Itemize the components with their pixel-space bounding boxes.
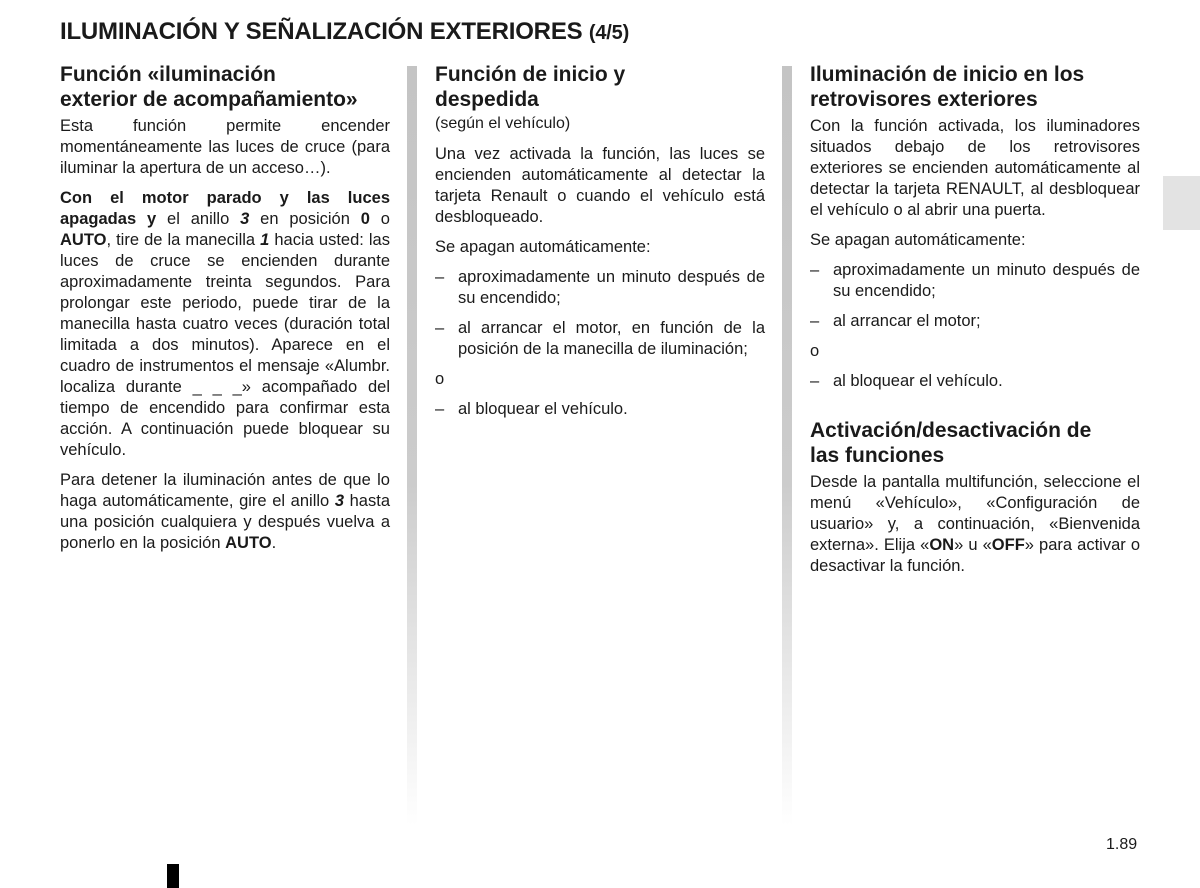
heading-line: Función «iluminación	[60, 63, 276, 86]
heading-line: Activación/desactivación de	[810, 419, 1092, 442]
conjunction: o	[435, 370, 445, 388]
text: el anillo	[156, 210, 241, 228]
dash-marker: –	[435, 319, 445, 337]
heading-line: Iluminación de inicio en los	[810, 63, 1085, 86]
dash-marker: –	[435, 268, 445, 286]
list-item-text: al arrancar el motor, en función de la posición de la manecilla de iluminación;	[458, 319, 765, 358]
list-item-text: aproximadamente un minuto después de su encendido;	[458, 268, 765, 307]
column-exterior-escort-lighting	[60, 62, 390, 563]
list-item	[810, 311, 1140, 332]
bullet-list	[435, 267, 765, 360]
section-subtitle: (según el vehículo)	[435, 115, 571, 132]
heading-line: retrovisores exteriores	[810, 88, 1038, 111]
list-item-text: al bloquear el vehículo.	[458, 400, 628, 418]
off-option: OFF	[991, 536, 1025, 554]
list-item-text: aproximadamente un minuto después de su encendido;	[833, 261, 1140, 300]
column-divider	[407, 66, 417, 826]
text: en posición	[249, 210, 361, 228]
section-heading	[60, 62, 390, 112]
ring-reference: 3	[334, 492, 345, 510]
text: hasta una posición cualquiera y después vuelva a ponerlo en la posición	[60, 492, 390, 552]
text: » u «	[954, 536, 992, 554]
auto-reference: AUTO	[225, 534, 272, 552]
heading-line: Función de inicio y	[435, 63, 626, 86]
text: o	[369, 210, 390, 228]
dash-marker: –	[435, 400, 445, 418]
paragraph: Se apagan automáticamente:	[435, 238, 651, 256]
list-item	[810, 371, 1140, 392]
conjunction: o	[810, 342, 820, 360]
list-item	[435, 318, 765, 360]
paragraph: Se apagan automáticamente:	[810, 231, 1026, 249]
paragraph	[60, 188, 390, 461]
auto-reference: AUTO	[60, 231, 107, 249]
section-heading	[435, 62, 765, 112]
page-number: 1.89	[1106, 836, 1138, 853]
bullet-list	[435, 399, 765, 420]
position-reference: 0	[360, 210, 370, 228]
ring-reference: 3	[240, 210, 250, 228]
paragraph	[60, 470, 390, 554]
dash-marker: –	[810, 261, 820, 279]
text: » para activar o desactivar la función.	[810, 536, 1141, 575]
on-option: ON	[929, 536, 955, 554]
bullet-list	[810, 371, 1140, 392]
list-item-text: al bloquear el vehículo.	[833, 372, 1003, 390]
text: .	[271, 534, 277, 552]
list-item-text: al arrancar el motor;	[833, 312, 981, 330]
column-welcome-goodbye	[435, 62, 765, 429]
crop-mark	[167, 864, 179, 888]
paragraph	[810, 472, 1140, 577]
paragraph: Esta función permite encender momentáneamente las luces de cruce (para iluminar la apertura de un acceso…).	[60, 117, 390, 177]
column-divider	[782, 66, 792, 826]
list-item	[435, 399, 765, 420]
chapter-tab	[1163, 176, 1200, 230]
text: , tire de la manecilla	[106, 231, 261, 249]
section-heading	[810, 62, 1140, 112]
list-item	[810, 260, 1140, 302]
page-title-text: ILUMINACIÓN Y SEÑALIZACIÓN EXTERIORES	[60, 18, 583, 45]
page-part-indicator: (4/5)	[588, 22, 630, 44]
heading-line: las funciones	[810, 444, 945, 467]
heading-line: despedida	[435, 88, 539, 111]
text: hacia usted: las luces de cruce se encienden durante aproximadamente treinta segundos. Para prolongar este periodo, puede tirar de la manecilla hasta cuatro veces (duración total limitada a dos minutos). Aparece en el cuadro de instrumentos el mensaje «Alumbr. localiza durante _ _ _» acompañado del tiempo de encendido para confirmar esta acción. A continuación puede bloquear su vehículo.	[60, 231, 390, 459]
column-mirror-lighting	[810, 62, 1140, 586]
text: Para detener la iluminación antes de que lo haga automáticamente, gire el anillo	[60, 471, 390, 510]
paragraph: Con la función activada, los iluminadores situados debajo de los retrovisores exteriores se encienden automáticamente al detectar la tarjeta RENAULT, al desbloquear el vehículo o al abrir una puerta.	[810, 117, 1140, 219]
list-item	[435, 267, 765, 309]
paragraph: Una vez activada la función, las luces se encienden automáticamente al detectar la tarjeta Renault o cuando el vehículo está desbloqueado.	[435, 145, 765, 226]
dash-marker: –	[810, 312, 820, 330]
heading-line: exterior de acompañamiento»	[60, 88, 358, 111]
dash-marker: –	[810, 372, 820, 390]
page-title	[60, 18, 629, 46]
bold-text: Con el motor parado y las luces apagadas y	[60, 189, 390, 228]
stalk-reference: 1	[260, 231, 270, 249]
bullet-list	[810, 260, 1140, 332]
section-heading	[810, 418, 1140, 468]
text: Desde la pantalla multifunción, seleccione el menú «Vehículo», «Configuración de usuario» y, a continuación, «Bienvenida externa». Elija «	[810, 473, 1140, 554]
